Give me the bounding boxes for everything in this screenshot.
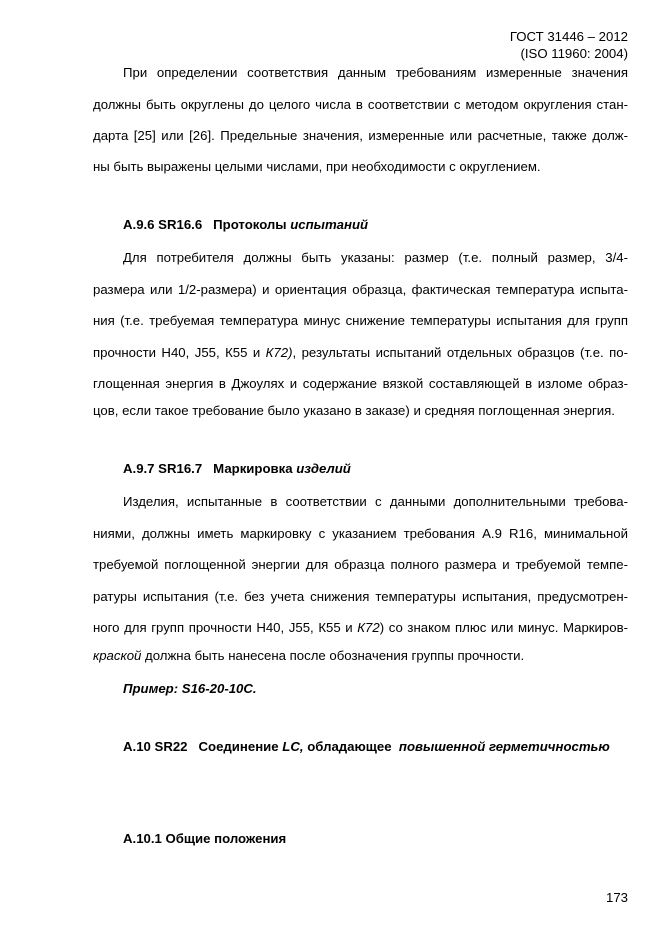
para1-line1: При определении соответствия данным требованиям измеренные значения bbox=[123, 65, 628, 80]
heading-a10-t3: обладающее bbox=[303, 739, 396, 754]
heading-a96-number: А.9.6 SR16.6 bbox=[123, 217, 203, 232]
a97-line5-part1: ного для групп прочности Н40, J55, К55 и bbox=[93, 620, 358, 635]
a96-line4-part1: прочности Н40, J55, К55 и bbox=[93, 345, 266, 360]
a97-line6-rest: должна быть нанесена после обозначения группы прочности. bbox=[141, 648, 525, 663]
heading-a10 bbox=[123, 738, 628, 755]
iso-reference: (ISO 11960: 2004) bbox=[520, 46, 628, 61]
para1-line3: дарта [25] или [26]. Предельные значения, измеренные или расчетные, также долж- bbox=[93, 128, 628, 143]
heading-a97 bbox=[123, 460, 628, 477]
standard-code: ГОСТ 31446 – 2012 bbox=[509, 29, 628, 44]
heading-a96 bbox=[123, 216, 628, 233]
heading-a96-title: Протоколы bbox=[213, 217, 291, 232]
a96-line1: Для потребителя должны быть указаны: размер (т.е. полный размер, 3/4- bbox=[123, 250, 628, 265]
a97-line4: ратуры испытания (т.е. без учета снижения температуры испытания, предусмотрен- bbox=[93, 589, 628, 604]
heading-a10-t1: Соединение bbox=[198, 739, 283, 754]
a96-line5: глощенная энергия в Джоулях и содержание вязкой составляющей в изломе образ- bbox=[93, 376, 628, 391]
heading-a97-title-italic: изделий bbox=[296, 461, 351, 476]
a97-line2: ниями, должны иметь маркировку с указанием требования А.9 R16, минимальной bbox=[93, 526, 628, 541]
a96-line3: ния (т.е. требуемая температура минус снижение температуры испытания для групп bbox=[93, 313, 628, 328]
heading-a101: А.10.1 Общие положения bbox=[123, 831, 287, 846]
heading-a10-lc: LC, bbox=[282, 739, 304, 754]
heading-a97-title: Маркировка bbox=[213, 461, 297, 476]
a97-line5-grade: К72 bbox=[357, 620, 380, 635]
para1-line2: должны быть округлены до целого числа в соответствии с методом округления стан- bbox=[93, 97, 628, 112]
a96-line4-part3: , результаты испытаний отдельных образцов (т.е. по- bbox=[292, 345, 628, 360]
heading-a10-italic: повышенной герметичностью bbox=[398, 739, 610, 754]
a97-line6-italic: краской bbox=[93, 648, 142, 663]
heading-a96-title-italic: испытаний bbox=[290, 217, 369, 232]
example-text: Пример: S16-20-10C. bbox=[123, 681, 257, 696]
a96-line6: цов, если такое требование было указано в заказе) и средняя поглощенная энергия. bbox=[93, 403, 615, 418]
heading-a97-number: А.9.7 SR16.7 bbox=[123, 461, 203, 476]
a96-line4-grade: К72) bbox=[265, 345, 293, 360]
heading-a10-number: А.10 SR22 bbox=[123, 739, 188, 754]
a97-line1: Изделия, испытанные в соответствии с данными дополнительными требова- bbox=[123, 494, 628, 509]
page-number: 173 bbox=[605, 890, 628, 905]
a97-line6 bbox=[93, 647, 628, 664]
a97-line5 bbox=[93, 619, 628, 636]
a96-line2: размера или 1/2-размера) и ориентация образца, фактическая температура испыта- bbox=[93, 282, 628, 297]
para1-line4: ны быть выражены целыми числами, при необходимости с округлением. bbox=[93, 159, 541, 174]
a97-line3: требуемой поглощенной энергии для образца полного размера и требуемой темпе- bbox=[93, 557, 628, 572]
a97-line5-part3: ) со знаком плюс или минус. Маркиров- bbox=[379, 620, 628, 635]
a96-line4 bbox=[93, 344, 628, 361]
